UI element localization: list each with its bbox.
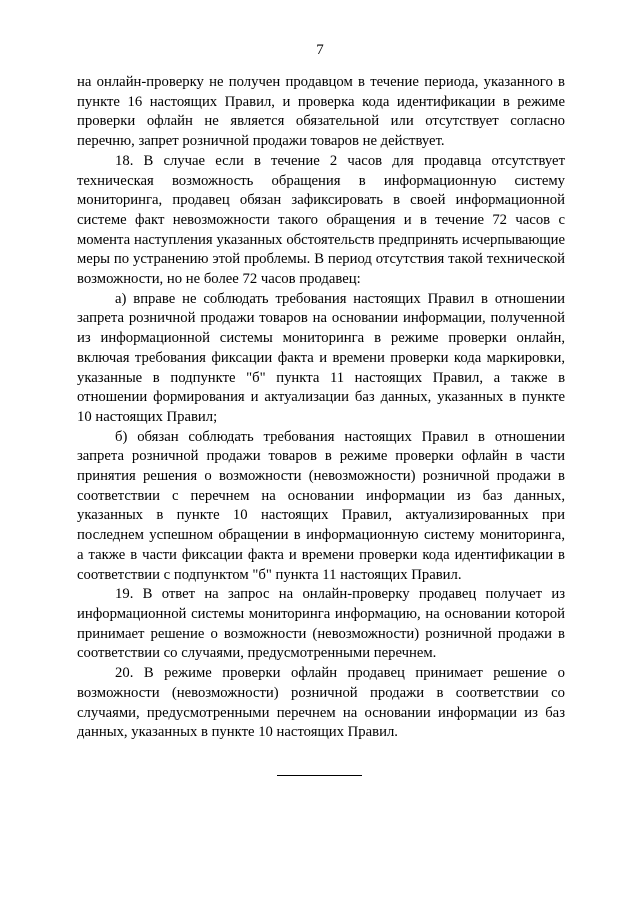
paragraph-item-19: 19. В ответ на запрос на онлайн-проверку продавец получает из информационной системы мониторинга информацию, на основании которой принимает решение о возможности (невозможности) розничной продажи в соответствии со случаями, предусмотренными перечнем. [77, 586, 565, 662]
paragraph-continuation: на онлайн-проверку не получен продавцом в течение периода, указанного в пункте 16 настоящих Правил, и проверка кода идентификации в режиме проверки офлайн не является обязательной или отсутствует согласно перечню, запрет розничной продажи товаров не действует. [77, 74, 565, 150]
document-body [77, 73, 565, 743]
page-number: 7 [316, 42, 324, 58]
paragraph-subitem-b: б) обязан соблюдать требования настоящих Правил в отношении запрета розничной продажи товаров в режиме проверки офлайн в части принятия решения о возможности (невозможности) розничной продажи в соответствии с перечнем на основании информации из баз данных, указанных в пункте 10 настоящих Правил, актуализированных при последнем успешном обращении в информационную систему мониторинга, а также в части фиксации факта и времени проверки кода идентификации в соответствии с подпунктом "б" пункта 11 настоящих Правил. [77, 428, 565, 583]
paragraph-subitem-a: а) вправе не соблюдать требования настоящих Правил в отношении запрета розничной продажи товаров на основании информации, полученной из информационной системы мониторинга в режиме проверки онлайн, включая требования фиксации факта и времени проверки кода маркировки, указанные в подпункте "б" пункта 11 настоящих Правил, а также в отношении формирования и актуализации баз данных, указанных в пункте 10 настоящих Правил; [77, 290, 565, 425]
end-divider-line [277, 775, 362, 776]
paragraph-item-18: 18. В случае если в течение 2 часов для продавца отсутствует техническая возможность обращения в информационную систему мониторинга, продавец обязан зафиксировать в своей информационной системе факт невозможности такого обращения и в течение 72 часов с момента наступления указанных обстоятельств предпринять исчерпывающие меры по устранению этой проблемы. В период отсутствия такой технической возможности, но не более 72 часов продавец: [77, 152, 565, 288]
paragraph-item-20: 20. В режиме проверки офлайн продавец принимает решение о возможности (невозможности) розничной продажи в соответствии со случаями, предусмотренными перечнем на основании информации из баз данных, указанных в пункте 10 настоящих Правил. [77, 665, 565, 741]
